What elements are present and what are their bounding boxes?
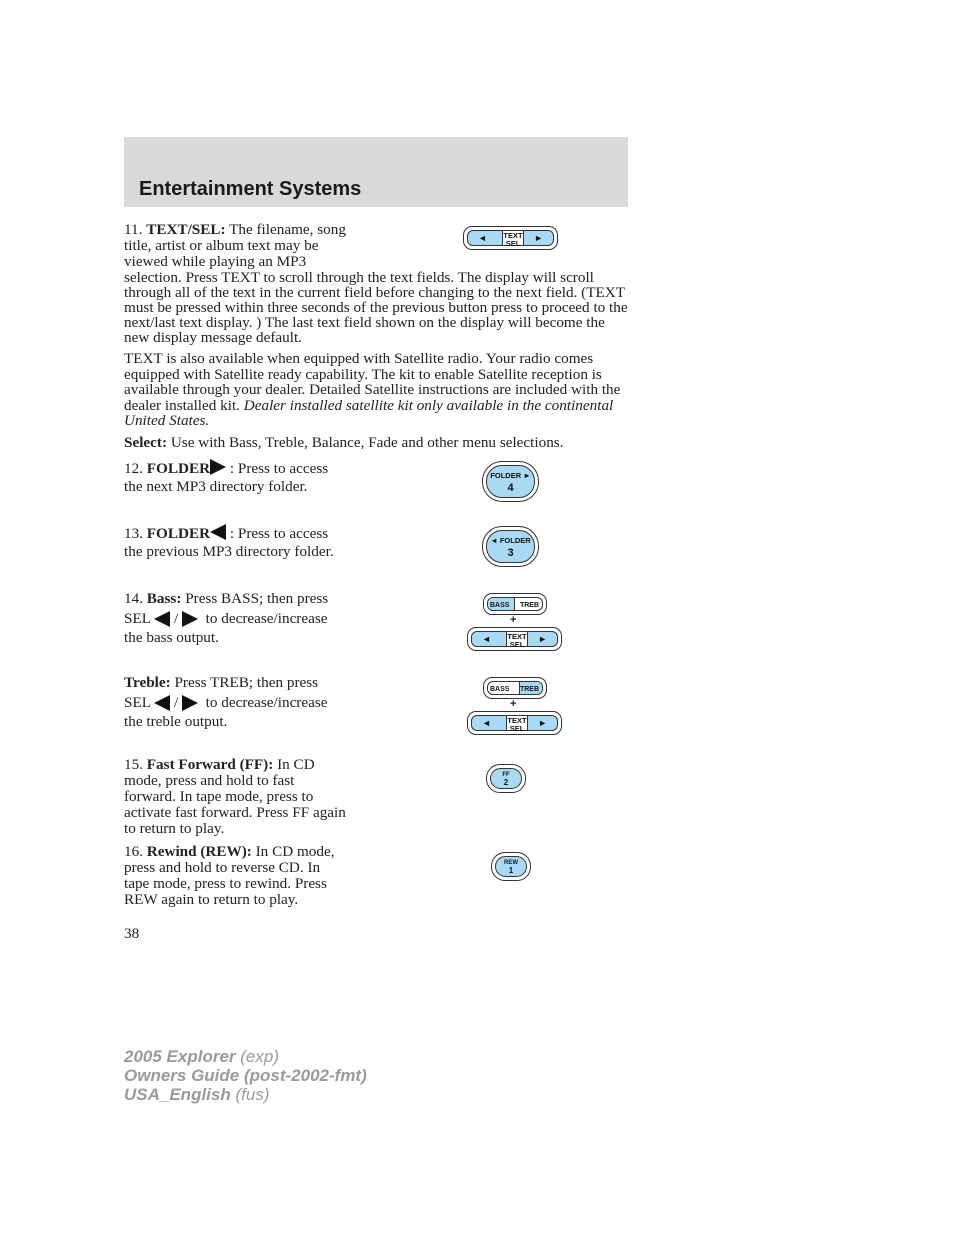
page-number: 38 xyxy=(124,925,140,942)
treble-text: Treble: Press TREB; then press SEL / to decrease/increase the treble output. xyxy=(124,674,328,730)
text-sel-button: ◄ TEXT SEL ► xyxy=(467,711,562,735)
section-header xyxy=(124,137,628,207)
left-arrow-icon: ◄ xyxy=(482,718,491,728)
item15-text: 15. Fast Forward (FF): In CD mode, press and hold to fast forward. In tape mode, press to activate fast forward. Press FF again to return to play. xyxy=(124,756,346,837)
triangle-left-icon xyxy=(154,695,170,711)
right-arrow-icon: ► xyxy=(538,634,547,644)
triangle-right-icon xyxy=(182,695,198,711)
right-arrow-icon: ► xyxy=(538,718,547,728)
item12-text: 12. FOLDER : Press to access the next MP3 directory folder. xyxy=(124,460,329,495)
triangle-right-icon xyxy=(182,611,198,627)
satellite-paragraph: TEXT is also available when equipped with Satellite radio. Your radio comes equipped with Satellite ready capability. The kit to enable Satellite reception is available through your dealer. Detailed Satellite instructions are included with the dealer installed kit. Dealer installed satellite kit only available in the continental United States. xyxy=(124,350,621,429)
folder-next-arrow-icon: ► xyxy=(523,471,531,480)
item11-intro: 11. TEXT/SEL: The filename, song title, artist or album text may be viewed while playing an MP3 xyxy=(124,221,346,270)
item13-text: 13. FOLDER : Press to access the previous MP3 directory folder. xyxy=(124,525,334,560)
triangle-right-icon xyxy=(210,459,226,475)
folder-next-button: FOLDER ► 4 xyxy=(482,461,539,502)
left-arrow-icon: ◄ xyxy=(478,233,487,243)
item11-term: TEXT/SEL: xyxy=(146,221,226,238)
triangle-left-icon xyxy=(210,524,226,540)
item11-paragraph: selection. Press TEXT to scroll through the text fields. The display will scroll through all of the text in the current field before changing to the next field. (TEXT must be pressed within three seconds of the previous button press to proceed to the next/last text display. ) The last text field shown on the display will become the new display message default. xyxy=(124,269,628,346)
left-arrow-icon: ◄ xyxy=(482,634,491,644)
folder-prev-arrow-icon: ◄ xyxy=(490,536,498,545)
item14-text: 14. Bass: Press BASS; then press SEL / to decrease/increase the bass output. xyxy=(124,590,329,646)
item16-text: 16. Rewind (REW): In CD mode, press and hold to reverse CD. In tape mode, press to rewind. Press REW again to return to play. xyxy=(124,843,335,908)
text-sel-button: ◄ TEXT SEL ► xyxy=(463,226,558,250)
section-title: Entertainment Systems xyxy=(139,178,362,200)
text-sel-button: ◄ TEXT SEL ► xyxy=(467,627,562,651)
right-arrow-icon: ► xyxy=(534,233,543,243)
ff-button: FF 2 xyxy=(486,764,526,793)
bass-treb-button: BASS TREB xyxy=(483,677,547,699)
plus-sign: + xyxy=(510,614,517,626)
triangle-left-icon xyxy=(154,611,170,627)
select-paragraph: Select: Use with Bass, Treble, Balance, Fade and other menu selections. xyxy=(124,434,564,451)
rew-button: REW 1 xyxy=(491,852,531,881)
plus-sign: + xyxy=(510,698,517,710)
bass-treb-button: BASS TREB xyxy=(483,593,547,615)
folder-prev-button: ◄ FOLDER 3 xyxy=(482,526,539,567)
document-footer: 2005 Explorer (exp) Owners Guide (post-2002-fmt) USA_English (fus) xyxy=(124,1047,367,1104)
